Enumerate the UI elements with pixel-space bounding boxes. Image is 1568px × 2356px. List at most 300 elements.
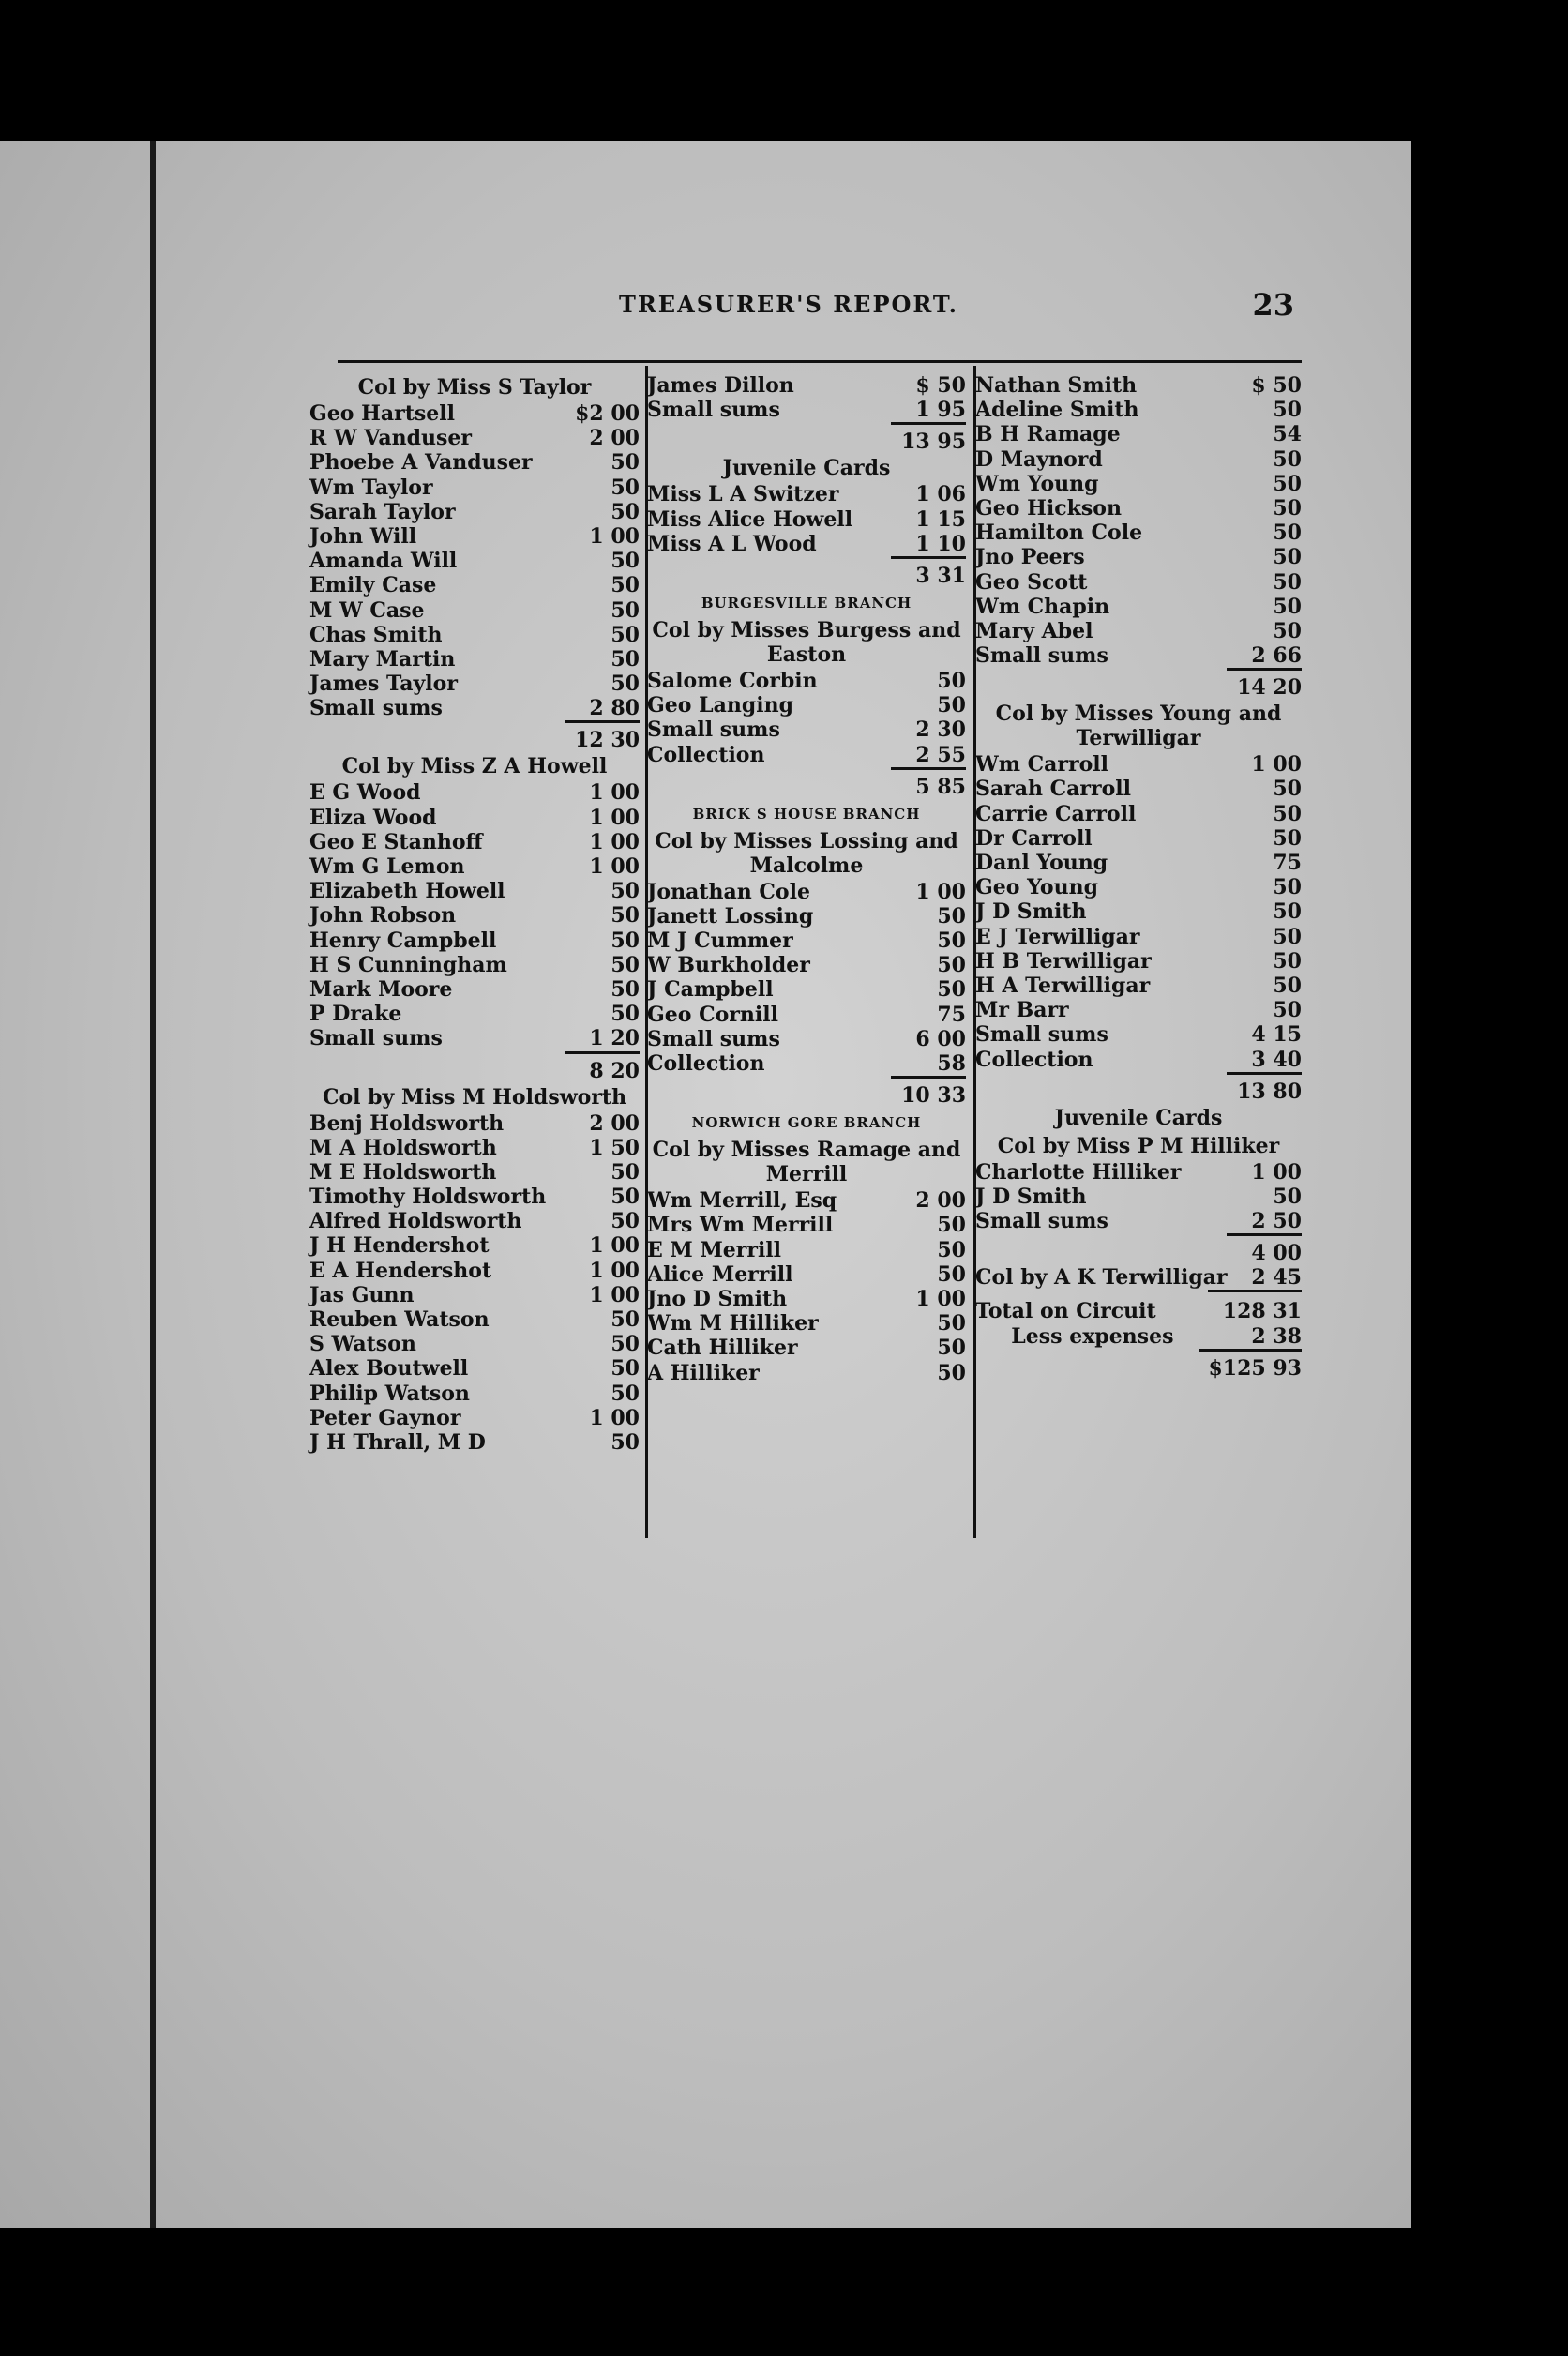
section-heading: Col by Miss S Taylor (357, 375, 592, 400)
ledger-entry (309, 573, 640, 597)
entry-name: Peter Gaynor (309, 1405, 461, 1430)
entry-amount: 50 (1273, 521, 1302, 546)
subtotal (647, 556, 966, 588)
entry-amount: 2 80 (589, 696, 640, 721)
ledger-entry (309, 696, 640, 720)
ledger-entry (309, 476, 640, 500)
entry-name: Jno Peers (975, 545, 1085, 570)
entry-name: E A Hendershot (309, 1258, 492, 1283)
entry-name: Wm M Hilliker (647, 1311, 819, 1337)
entry-name: Alex Boutwell (309, 1356, 469, 1382)
entry-name: Wm Taylor (309, 475, 433, 500)
entry-amount: 50 (937, 1237, 966, 1262)
ledger-entry (647, 929, 966, 953)
entry-amount: 2 00 (915, 1188, 966, 1214)
entry-amount: 50 (611, 952, 640, 977)
ledger-entry (309, 1430, 640, 1455)
entry-name: Mr Barr (975, 998, 1069, 1023)
entry-amount: 50 (937, 903, 966, 929)
entry-amount: 50 (937, 1311, 966, 1337)
subtotal (647, 1076, 966, 1108)
entry-amount: 50 (611, 597, 640, 623)
entry-amount: 50 (1273, 801, 1302, 826)
entry-name: Small sums (309, 1026, 443, 1051)
entry-name: Dr Carroll (975, 825, 1093, 851)
entry-amount: 128 31 (1222, 1299, 1302, 1324)
entry-name: J D Smith (975, 1184, 1087, 1209)
ledger-entry (309, 1026, 640, 1050)
ledger-entry (975, 777, 1302, 801)
total-amount: 13 80 (1227, 1072, 1302, 1104)
entry-amount: 1 20 (589, 1026, 640, 1051)
entry-amount: 50 (611, 879, 640, 904)
entry-name: H A Terwilligar (975, 973, 1151, 998)
ledger-entry (975, 521, 1302, 545)
ledger-entry (975, 998, 1302, 1022)
section-heading: Col by Miss M Holdsworth (322, 1084, 627, 1110)
ledger-entry (309, 780, 640, 805)
ledger-entry (309, 598, 640, 623)
entry-amount: 50 (937, 1360, 966, 1385)
entry-name: John Robson (309, 903, 457, 929)
entry-amount: 50 (1273, 948, 1302, 974)
entry-name: Miss L A Switzer (647, 482, 839, 507)
entry-amount: $ 50 (915, 373, 966, 398)
entry-name: Mark Moore (309, 976, 453, 1002)
entry-amount: 1 00 (915, 879, 966, 904)
entry-name: Carrie Carroll (975, 801, 1137, 826)
entry-amount: 1 00 (589, 523, 640, 549)
entry-name: Timothy Holdsworth (309, 1185, 547, 1210)
section-heading: Juvenile Cards (722, 456, 891, 481)
ledger-entry (309, 647, 640, 672)
ledger-entry (309, 549, 640, 573)
entry-amount: 1 00 (1251, 1159, 1302, 1185)
entry-name: M J Cummer (647, 929, 793, 954)
ledger-column-2 (647, 373, 966, 1385)
entry-amount: 50 (611, 1332, 640, 1357)
page-number: 23 (1252, 287, 1294, 323)
entry-name: Charlotte Hilliker (975, 1159, 1182, 1185)
entry-name: M A Holdsworth (309, 1135, 497, 1160)
entry-amount: 1 00 (589, 1405, 640, 1430)
entry-name: E J Terwilligar (975, 924, 1140, 949)
ledger-entry (975, 802, 1302, 826)
entry-amount: 50 (1273, 545, 1302, 570)
ledger-entry (647, 904, 966, 929)
entry-name: Amanda Will (309, 549, 458, 574)
entry-amount: 50 (611, 499, 640, 524)
ledger-entry (647, 1213, 966, 1237)
ledger-entry (647, 1188, 966, 1213)
entry-amount: 50 (611, 1429, 640, 1455)
rule (1208, 1290, 1302, 1292)
entry-name: James Taylor (309, 672, 458, 697)
entry-amount: 50 (611, 1307, 640, 1332)
entry-amount: 6 00 (915, 1026, 966, 1051)
ledger-entry (309, 1382, 640, 1406)
entry-amount: 1 06 (915, 482, 966, 507)
entry-amount: 1 00 (589, 1282, 640, 1307)
entry-name: J H Thrall, M D (309, 1429, 486, 1455)
ledger-entry (975, 1048, 1302, 1072)
entry-name: Hamilton Cole (975, 521, 1143, 546)
ledger-entry (975, 851, 1302, 875)
entry-amount: 50 (611, 976, 640, 1002)
entry-name: Nathan Smith (975, 373, 1138, 398)
entry-name: Mrs Wm Merrill (647, 1213, 834, 1238)
entry-amount: 50 (1273, 777, 1302, 802)
ledger-entry (647, 482, 966, 506)
entry-name: W Burkholder (647, 953, 810, 978)
entry-name: Danl Young (975, 851, 1108, 875)
subtotal (309, 720, 640, 752)
ledger-entry (309, 1406, 640, 1430)
entry-name: Phoebe A Vanduser (309, 450, 533, 476)
entry-amount: 50 (937, 1336, 966, 1361)
entry-name: Sarah Carroll (975, 777, 1131, 802)
entry-amount: 50 (611, 672, 640, 697)
ledger-entry (309, 1356, 640, 1381)
entry-amount: 50 (1273, 594, 1302, 619)
total-amount: 8 20 (565, 1051, 640, 1083)
ledger-entry (647, 1003, 966, 1027)
entry-name: Geo Scott (975, 569, 1088, 595)
entry-name: Total on Circuit (975, 1299, 1156, 1324)
entry-name: Henry Campbell (309, 928, 497, 953)
ledger-entry (309, 854, 640, 879)
entry-amount: 54 (1273, 422, 1302, 447)
entry-amount: 50 (1273, 825, 1302, 851)
entry-name: Small sums (647, 398, 780, 423)
ledger-entry (647, 1027, 966, 1051)
entry-name: Jonathan Cole (647, 879, 810, 904)
entry-name: S Watson (309, 1332, 416, 1357)
entry-name: E G Wood (309, 780, 421, 806)
ledger-entry (309, 524, 640, 549)
entry-name: Cath Hilliker (647, 1336, 798, 1361)
header-rule (338, 360, 1302, 363)
entry-name: H S Cunningham (309, 952, 507, 977)
entry-amount: 1 00 (589, 854, 640, 879)
entry-amount: 2 50 (1251, 1209, 1302, 1234)
ledger-entry (309, 1332, 640, 1356)
ledger-entry (309, 806, 640, 830)
entry-name: A Hilliker (647, 1360, 760, 1385)
page-gutter (150, 141, 156, 2228)
ledger-entry (975, 974, 1302, 998)
ledger-column-3 (975, 373, 1302, 1381)
entry-amount: 2 38 (1251, 1323, 1302, 1349)
ledger-entry (647, 717, 966, 742)
spacer (975, 1290, 1302, 1299)
ledger-entry (975, 472, 1302, 496)
entry-name: Small sums (647, 1026, 780, 1051)
ledger-entry (647, 507, 966, 532)
entry-amount: 50 (611, 646, 640, 672)
entry-amount: 50 (611, 1356, 640, 1382)
entry-amount: 50 (611, 928, 640, 953)
entry-name: Small sums (309, 696, 443, 721)
entry-amount: 2 45 (1251, 1265, 1302, 1291)
branch-heading: BRICK S HOUSE BRANCH (692, 805, 921, 823)
entry-amount: 50 (937, 929, 966, 954)
entry-name: Salome Corbin (647, 668, 818, 693)
entry-name: Mary Abel (975, 618, 1093, 643)
entry-name: Miss A L Wood (647, 531, 817, 556)
ledger-entry (309, 1136, 640, 1160)
entry-amount: 1 00 (589, 1258, 640, 1283)
ledger-entry (975, 826, 1302, 851)
ledger-entry (975, 1324, 1302, 1349)
entry-amount: 50 (611, 549, 640, 574)
entry-amount: 50 (1273, 618, 1302, 643)
page-title: TREASURER'S REPORT. (619, 291, 959, 318)
entry-name: Reuben Watson (309, 1307, 490, 1332)
entry-name: Jas Gunn (309, 1282, 415, 1307)
total-amount: 13 95 (891, 422, 966, 454)
entry-amount: 50 (611, 903, 640, 929)
ledger-entry (647, 669, 966, 693)
total-amount: 3 31 (891, 556, 966, 588)
entry-amount: 1 50 (589, 1135, 640, 1160)
entry-name: Alice Merrill (647, 1261, 793, 1287)
entry-amount: 58 (937, 1051, 966, 1076)
entry-amount: 1 00 (589, 1233, 640, 1259)
entry-amount: 50 (937, 977, 966, 1003)
entry-amount: 50 (611, 475, 640, 500)
entry-name: Collection (647, 1051, 765, 1076)
entry-amount: 1 00 (589, 829, 640, 854)
entry-name: Benj Holdsworth (309, 1110, 505, 1136)
ledger-entry (647, 693, 966, 717)
subtotal (647, 767, 966, 799)
entry-name: Wm Merrill, Esq (647, 1188, 837, 1214)
entry-name: Small sums (647, 717, 780, 743)
entry-amount: 1 00 (589, 805, 640, 830)
entry-name: Geo Hartsell (309, 401, 456, 426)
entry-amount: 2 00 (589, 1110, 640, 1136)
subtotal (647, 422, 966, 454)
ledger-entry (309, 623, 640, 647)
entry-name: Small sums (975, 1022, 1108, 1048)
entry-name: Wm G Lemon (309, 854, 465, 879)
entry-amount: $2 00 (575, 401, 640, 426)
section-heading: Col by Misses Young and Terwilligar (995, 702, 1282, 751)
entry-amount: 50 (1273, 998, 1302, 1023)
entry-name: Elizabeth Howell (309, 879, 505, 904)
ledger-entry (647, 1311, 966, 1336)
entry-name: M W Case (309, 597, 425, 623)
ledger-entry (309, 450, 640, 475)
subtotal (975, 668, 1302, 700)
entry-amount: 50 (1273, 495, 1302, 521)
entry-amount: 50 (937, 953, 966, 978)
entry-amount: $ 50 (1251, 373, 1302, 398)
entry-name: Wm Carroll (975, 752, 1108, 778)
entry-amount: 1 00 (1251, 752, 1302, 778)
entry-amount: 75 (1273, 851, 1302, 875)
entry-amount: 50 (611, 573, 640, 598)
entry-name: John Will (309, 523, 417, 549)
grand-total (975, 1349, 1302, 1381)
ledger-entry (309, 1111, 640, 1136)
entry-name: Miss Alice Howell (647, 506, 853, 532)
entry-amount: 4 15 (1251, 1022, 1302, 1048)
entry-name: Geo E Stanhoff (309, 829, 483, 854)
ledger-entry (975, 949, 1302, 974)
ledger-entry (309, 672, 640, 696)
ledger-entry (975, 545, 1302, 569)
entry-amount: 1 95 (915, 398, 966, 423)
entry-amount: 50 (1273, 471, 1302, 496)
ledger-entry (647, 880, 966, 904)
total-amount: $125 93 (1199, 1349, 1302, 1381)
ledger-entry (309, 903, 640, 928)
ledger-entry (975, 570, 1302, 595)
entry-amount: 1 15 (915, 506, 966, 532)
entry-name: Collection (975, 1047, 1093, 1072)
entry-amount: 50 (937, 668, 966, 693)
ledger-entry (309, 977, 640, 1002)
entry-name: E M Merrill (647, 1237, 782, 1262)
total-amount: 12 30 (565, 720, 640, 752)
entry-amount: 1 10 (915, 531, 966, 556)
ledger-entry (309, 1283, 640, 1307)
ledger-entry (647, 743, 966, 767)
ledger-entry (309, 929, 640, 953)
entry-name: Emily Case (309, 573, 437, 598)
entry-name: Mary Martin (309, 646, 456, 672)
entry-amount: 2 00 (589, 426, 640, 451)
entry-amount: 50 (611, 450, 640, 476)
ledger-entry (647, 1287, 966, 1311)
entry-name: B H Ramage (975, 422, 1121, 447)
section-heading: Col by Miss P M Hilliker (997, 1133, 1280, 1158)
entry-name: R W Vanduser (309, 426, 472, 451)
ledger-entry (975, 752, 1302, 777)
ledger-entry (309, 953, 640, 977)
entry-name: P Drake (309, 1002, 402, 1027)
entry-amount: 50 (611, 1159, 640, 1185)
ledger-column-1 (309, 373, 640, 1455)
entry-name: Collection (647, 742, 765, 767)
section-heading: Juvenile Cards (1054, 1105, 1223, 1130)
entry-amount: 50 (611, 1002, 640, 1027)
ledger-entry (647, 1051, 966, 1076)
ledger-entry (647, 1238, 966, 1262)
entry-amount: 50 (1273, 569, 1302, 595)
entry-name: Jno D Smith (647, 1286, 788, 1311)
ledger-entry (647, 977, 966, 1002)
ledger-entry (975, 595, 1302, 619)
ledger-entry (975, 1185, 1302, 1209)
entry-amount: 50 (937, 693, 966, 718)
ledger-entry (647, 398, 966, 422)
entry-amount: 50 (1273, 924, 1302, 949)
ledger-entry (975, 1160, 1302, 1185)
ledger-entry (975, 875, 1302, 899)
entry-name: Eliza Wood (309, 805, 437, 830)
subtotal (975, 1233, 1302, 1265)
ledger-entry (309, 401, 640, 426)
entry-amount: 50 (1273, 398, 1302, 423)
entry-amount: 50 (611, 622, 640, 647)
entry-amount: 50 (1273, 875, 1302, 900)
ledger-entry (975, 1022, 1302, 1047)
ledger-entry (309, 1160, 640, 1185)
entry-name: Chas Smith (309, 622, 443, 647)
ledger-entry (647, 1361, 966, 1385)
branch-heading: NORWICH GORE BRANCH (691, 1114, 922, 1132)
entry-name: James Dillon (647, 373, 794, 398)
ledger-entry (975, 1265, 1302, 1290)
ledger-entry (975, 373, 1302, 398)
entry-amount: 50 (937, 1213, 966, 1238)
ledger-entry (647, 1336, 966, 1360)
ledger-entry (975, 925, 1302, 949)
entry-name: Small sums (975, 1209, 1108, 1234)
entry-amount: 50 (611, 1209, 640, 1234)
ledger-entry (975, 422, 1302, 446)
entry-name: Alfred Holdsworth (309, 1209, 522, 1234)
entry-name: M E Holdsworth (309, 1159, 497, 1185)
ledger-entry (309, 500, 640, 524)
entry-name: Geo Cornill (647, 1002, 778, 1027)
entry-amount: 1 00 (589, 780, 640, 806)
entry-amount: 50 (1273, 973, 1302, 998)
entry-amount: 50 (611, 1381, 640, 1406)
section-heading: Col by Misses Burgess and Easton (652, 617, 961, 667)
entry-name: H B Terwilligar (975, 948, 1152, 974)
entry-amount: 1 00 (915, 1286, 966, 1311)
ledger-entry (975, 496, 1302, 521)
ledger-entry (647, 373, 966, 398)
ledger-entry (309, 879, 640, 903)
ledger-entry (975, 619, 1302, 643)
entry-amount: 50 (611, 1185, 640, 1210)
ledger-entry (975, 1209, 1302, 1233)
ledger-entry (647, 532, 966, 556)
section-heading: Col by Misses Ramage and Merrill (652, 1138, 961, 1187)
entry-name: Wm Chapin (975, 594, 1110, 619)
ledger-entry (309, 1185, 640, 1209)
entry-name: Sarah Taylor (309, 499, 456, 524)
section-heading: Col by Misses Lossing and Malcolme (655, 828, 958, 878)
ledger-entry (647, 1262, 966, 1287)
ledger-entry (309, 1209, 640, 1233)
total-amount: 10 33 (891, 1076, 966, 1108)
ledger-entry (975, 447, 1302, 472)
entry-amount: 2 66 (1251, 643, 1302, 669)
entry-name: J Campbell (647, 977, 774, 1003)
ledger-entry (309, 1233, 640, 1258)
ledger-entry (309, 1307, 640, 1332)
ledger-entry (975, 643, 1302, 668)
entry-amount: 50 (1273, 1184, 1302, 1209)
entry-name: Less expenses (975, 1323, 1174, 1349)
entry-name: J H Hendershot (309, 1233, 490, 1259)
entry-name: Philip Watson (309, 1381, 470, 1406)
entry-amount: 50 (937, 1261, 966, 1287)
entry-name: Small sums (975, 643, 1108, 669)
total-amount: 4 00 (1227, 1233, 1302, 1265)
ledger-entry (975, 398, 1302, 422)
branch-heading: BURGESVILLE BRANCH (701, 594, 912, 612)
ledger-entry (309, 426, 640, 450)
ledger-entry (309, 830, 640, 854)
entry-name: Adeline Smith (975, 398, 1139, 423)
